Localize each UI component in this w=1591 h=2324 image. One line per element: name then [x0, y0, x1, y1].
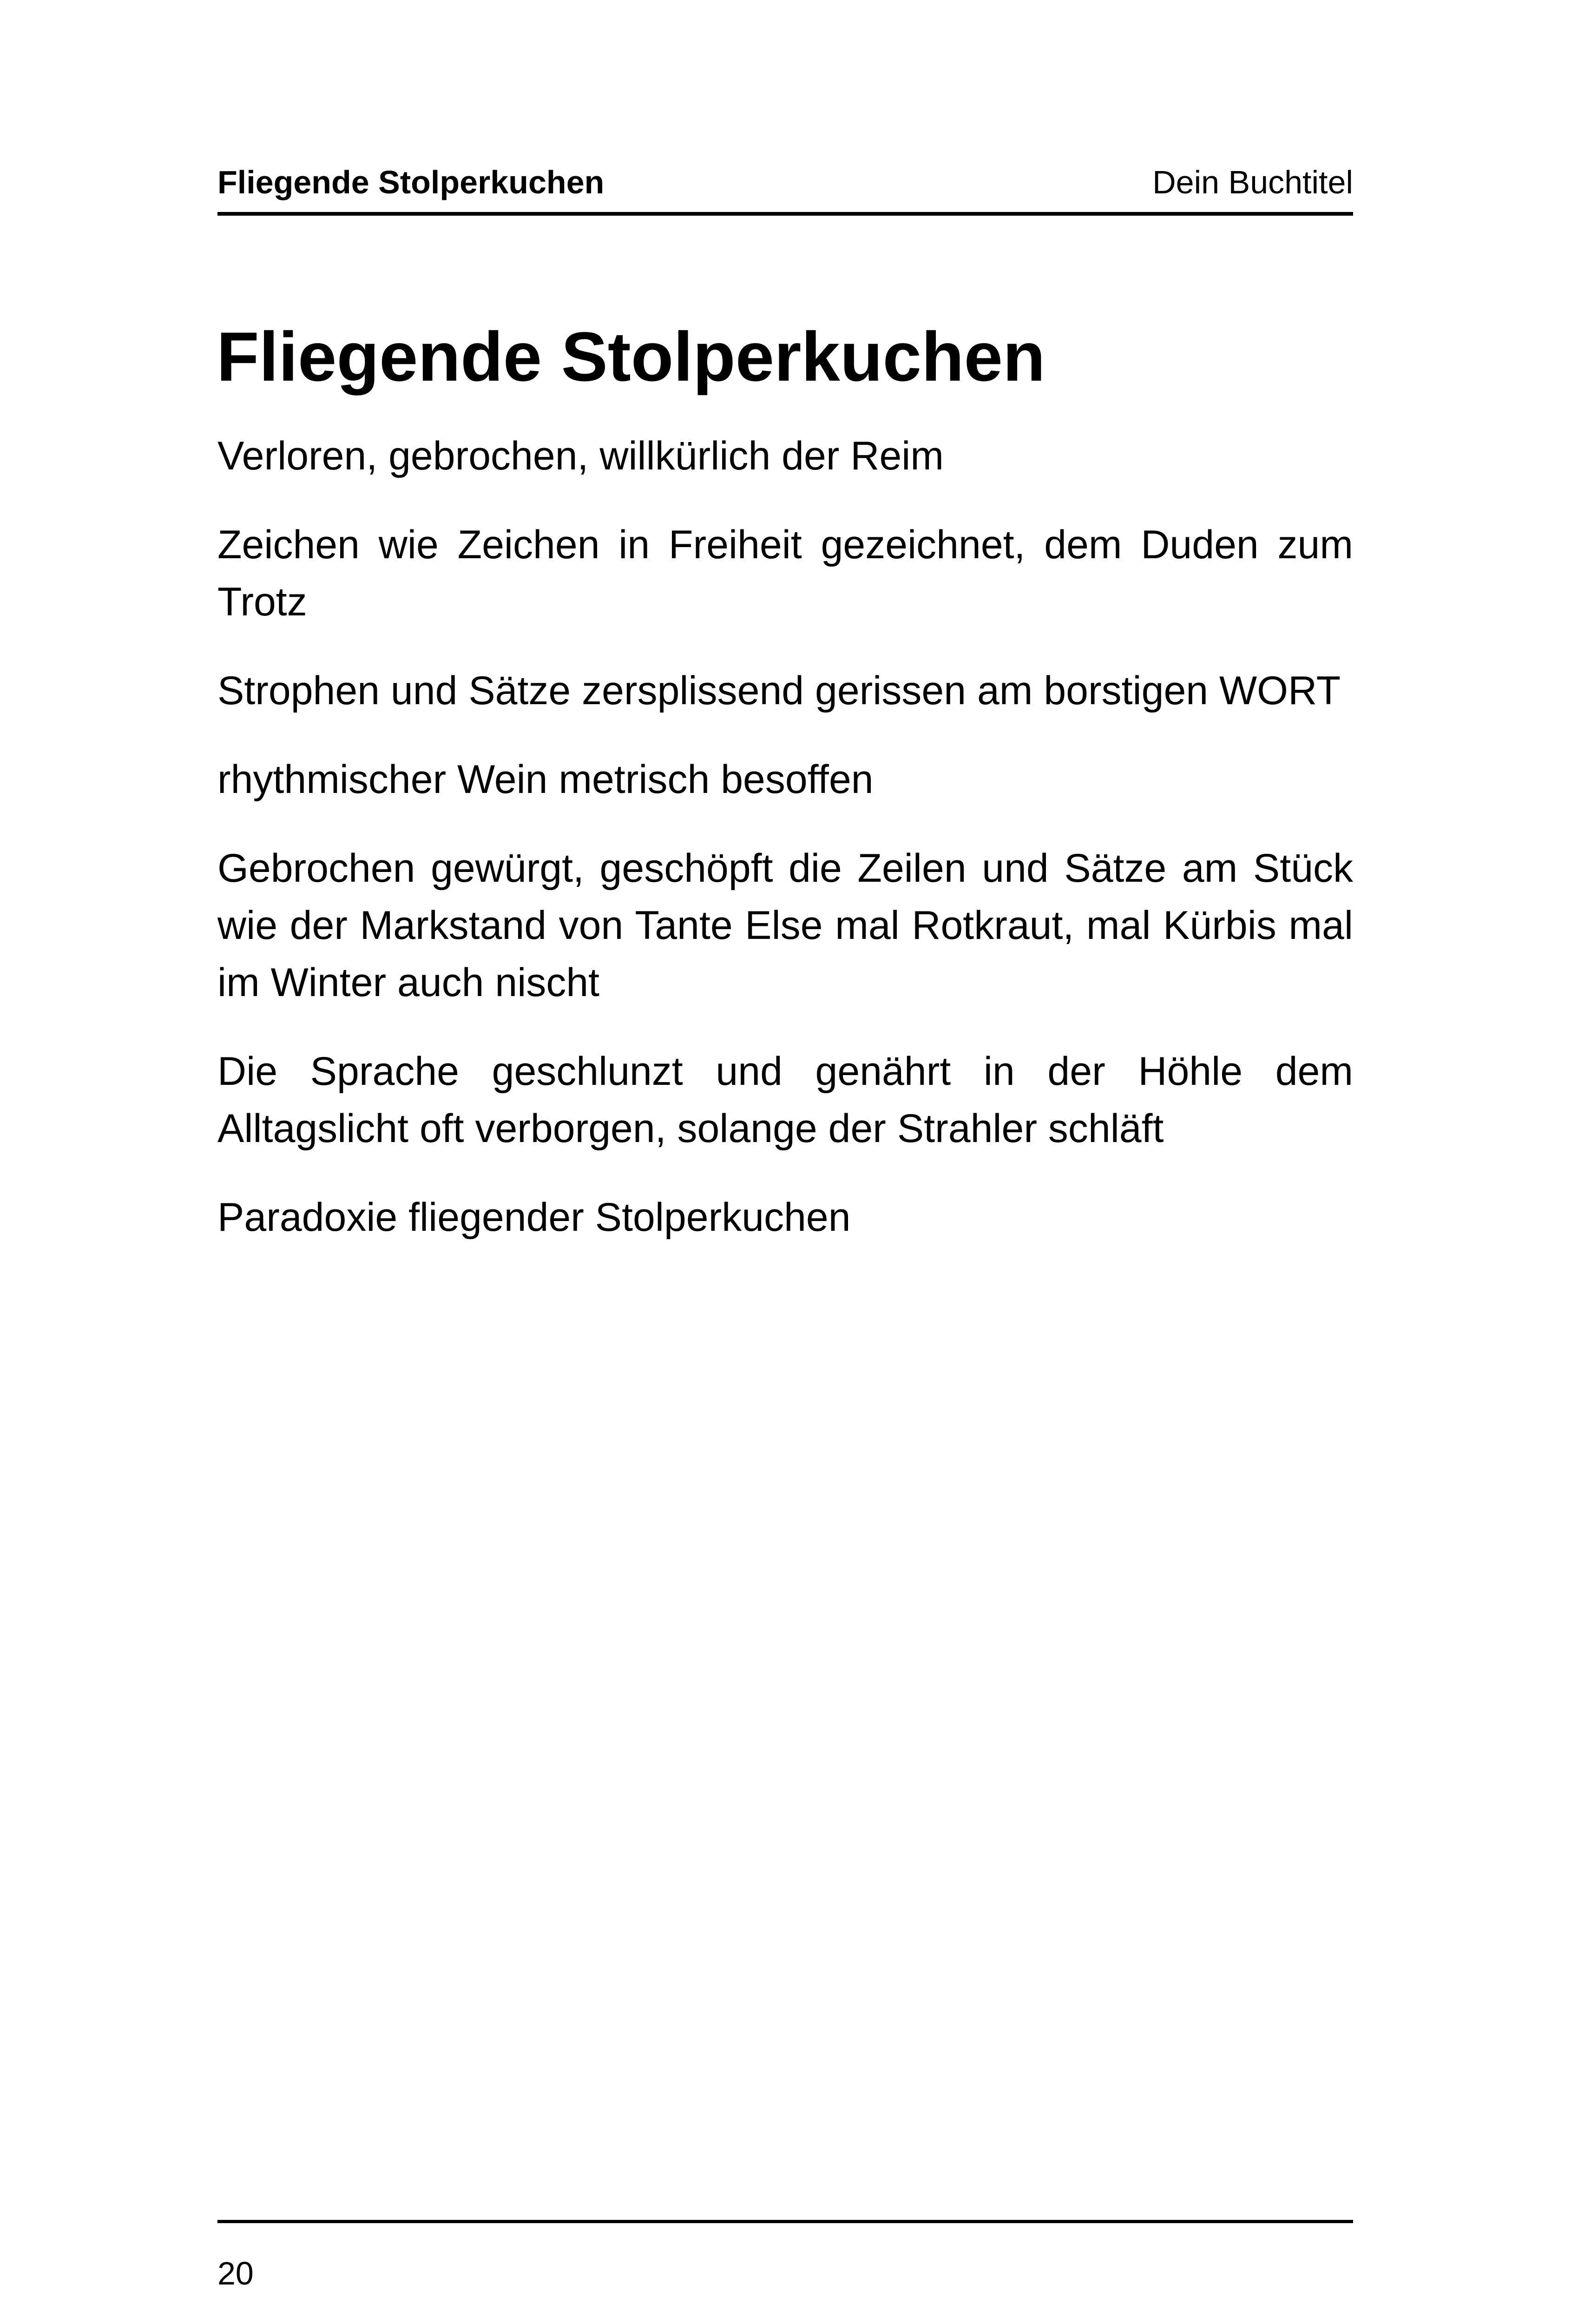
header-book-title: Dein Buchtitel — [1152, 164, 1353, 200]
paragraph: Zeichen wie Zeichen in Freiheit gezeichnet, dem Duden zum Trotz — [217, 522, 1353, 624]
page-number: 20 — [217, 2255, 254, 2291]
chapter-title: Fliegende Stolperkuchen — [217, 317, 1045, 396]
paragraph: rhythmischer Wein metrisch besoffen — [217, 757, 874, 802]
running-header — [217, 158, 1353, 206]
paragraph: Gebrochen gewürgt, geschöpft die Zeilen und Sätze am Stück wie der Markstand von Tante Else mal Rotkraut, mal Kürbis mal im Winter auch nischt — [217, 846, 1353, 1005]
poem-body — [217, 428, 1353, 1278]
paragraph: Verloren, gebrochen, willkürlich der Reim — [217, 434, 944, 478]
header-chapter-title: Fliegende Stolperkuchen — [217, 164, 605, 200]
paragraph: Strophen und Sätze zersplissend gerissen am borstigen WORT — [217, 668, 1341, 713]
paragraph: Paradoxie fliegender Stolperkuchen — [217, 1195, 851, 1240]
paragraph: Die Sprache geschlunzt und genährt in der Höhle dem Alltagslicht oft verborgen, solange der Strahler schläft — [217, 1049, 1353, 1151]
header-divider — [217, 212, 1353, 216]
footer-divider — [217, 2220, 1353, 2223]
